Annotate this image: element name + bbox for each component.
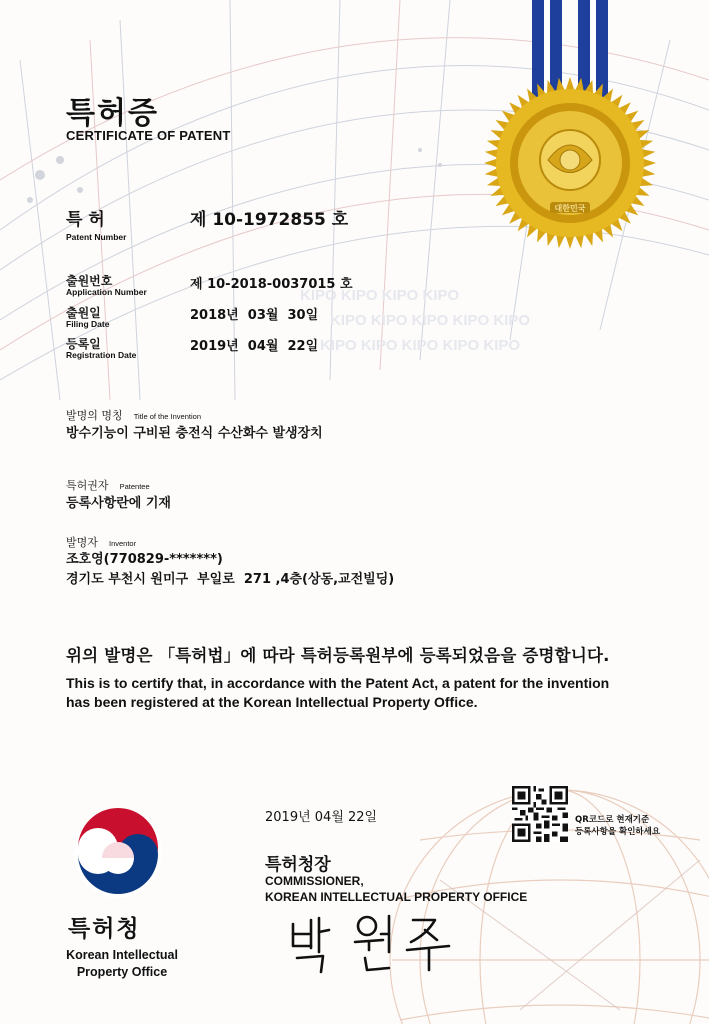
- inventor-label-en: Inventor: [108, 539, 137, 548]
- kipo-taegeuk-logo: [72, 808, 164, 900]
- patentee-label-en: Patentee: [119, 482, 150, 491]
- issue-date: 2019년 04월 22일: [265, 810, 378, 825]
- patent-number-label-en: Patent Number: [66, 232, 127, 242]
- inventor-name: 조호영(770829-*******): [66, 552, 223, 567]
- certificate-title-korean: 특허증: [66, 96, 159, 131]
- qr-instruction-line1: QR코드로 현재기준: [575, 815, 650, 825]
- filing-date-label-en: Filing Date: [66, 319, 110, 329]
- registration-date-label: 등록일: [66, 337, 101, 351]
- qr-instruction: [575, 814, 660, 838]
- registration-date-value: 2019년 04월 22일: [190, 339, 319, 354]
- application-number-label-en: Application Number: [66, 287, 147, 297]
- inventor-address: 경기도 부천시 원미구 부일로 271 ,4층(상동,교전빌딩): [66, 572, 395, 587]
- commissioner-title-en-line1: COMMISSIONER,: [265, 874, 364, 888]
- filing-date-label: 출원일: [66, 306, 101, 320]
- svg-text:KIPO KIPO KIPO KIPO KIPO: KIPO KIPO KIPO KIPO KIPO: [320, 337, 521, 354]
- invention-title-label: 발명의 명칭: [66, 409, 123, 422]
- application-number-label: 출원번호: [66, 274, 113, 288]
- certification-korean: 위의 발명은 「특허법」에 따라 특허등록원부에 등록되었음을 증명합니다.: [66, 646, 610, 665]
- patentee-label-row: [66, 474, 150, 493]
- certification-english-line1: This is to certify that, in accordance with the Patent Act, a patent for the invention: [66, 675, 610, 691]
- registration-date-label-en: Registration Date: [66, 350, 137, 360]
- inventor-label: 발명자: [66, 536, 98, 549]
- office-name-korean: 특허청: [68, 916, 141, 942]
- gold-seal-icon: [470, 0, 670, 250]
- svg-text:KIPO KIPO KIPO KIPO: KIPO KIPO KIPO KIPO: [300, 287, 460, 304]
- invention-title-label-en: Title of the Invention: [133, 412, 201, 421]
- seal-inscription: 대한민국: [554, 204, 586, 213]
- qr-instruction-line2: 등록사항을 확인하세요: [575, 827, 661, 837]
- commissioner-title-korean: 특허청장: [265, 855, 331, 875]
- patent-number-value: 제 10-1972855 호: [190, 210, 349, 230]
- patentee-label: 특허권자: [66, 479, 109, 492]
- filing-date-value: 2018년 03월 30일: [190, 308, 319, 323]
- certification-english-line2: has been registered at the Korean Intellectual Property Office.: [66, 694, 478, 710]
- svg-text:KIPO KIPO KIPO KIPO KIPO: KIPO KIPO KIPO KIPO KIPO: [330, 312, 531, 329]
- qr-code-icon[interactable]: [512, 786, 568, 842]
- application-number-value: 제 10-2018-0037015 호: [190, 277, 353, 292]
- office-name-en-line1: Korean Intellectual: [66, 948, 178, 962]
- patent-number-label: 특 허: [66, 210, 105, 230]
- invention-title-value: 방수기능이 구비된 충전식 수산화수 발생장치: [66, 426, 323, 441]
- invention-title-label-row: [66, 404, 201, 423]
- patentee-value: 등록사항란에 기재: [66, 496, 171, 511]
- office-name-en-line2: Property Office: [76, 965, 168, 979]
- commissioner-title-en-line2: KOREAN INTELLECTUAL PROPERTY OFFICE: [265, 890, 528, 904]
- certificate-title-english: CERTIFICATE OF PATENT: [66, 128, 231, 143]
- commissioner-signature: [285, 908, 465, 978]
